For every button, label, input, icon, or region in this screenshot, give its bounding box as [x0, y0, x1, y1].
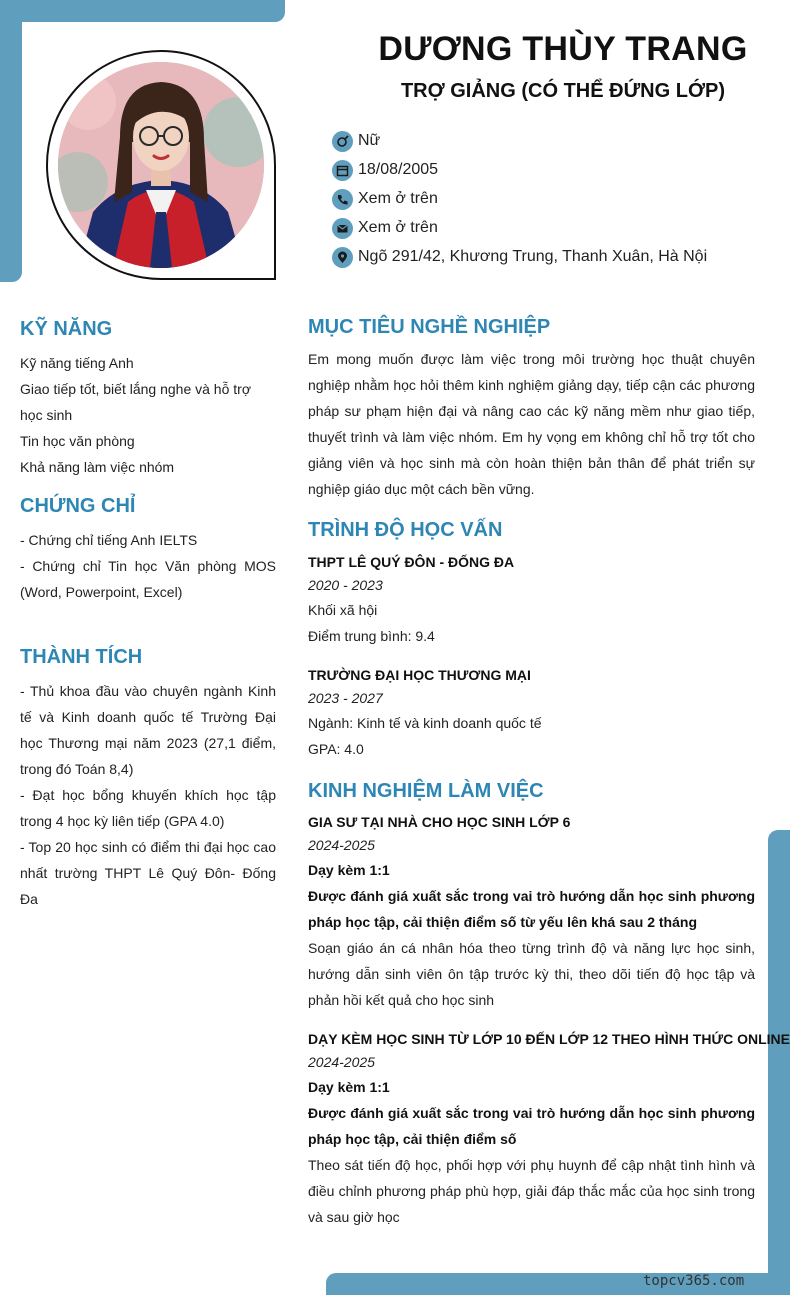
education-detail: Điểm trung bình: 9.4	[308, 628, 435, 644]
experience-type: Dạy kèm 1:1	[308, 862, 390, 878]
profile-photo	[58, 62, 264, 268]
achievement-item: - Đạt học bổng khuyến khích học tập trong 4 học kỳ liên tiếp (GPA 4.0)	[20, 787, 276, 829]
skill-item: Khả năng làm việc nhóm	[20, 459, 175, 475]
education-school: TRƯỜNG ĐẠI HỌC THƯƠNG MẠI	[308, 667, 531, 683]
objective-text: Em mong muốn được làm việc trong môi trường học thuật chuyên nghiệp nhằm học hỏi thêm kinh nghiệm giảng dạy, tiếp cận các phương pháp sư phạm hiện đại và nâng cao các kỹ năng mềm như giao tiếp, thuyết trình và làm việc nhóm. Em hy vọng em không chỉ hỗ trợ tốt cho giảng viên và học sinh mà còn hoàn thiện bản thân để phát triển sự nghiệp giáo dục một cách bền vững.	[308, 351, 755, 497]
experience-period: 2024-2025	[308, 1054, 375, 1070]
experience-role: DẠY KÈM HỌC SINH TỪ LỚP 10 ĐẾN LỚP 12 THEO HÌNH THỨC ONLINE	[308, 1031, 790, 1047]
calendar-icon	[332, 160, 353, 181]
experience-description: Soạn giáo án cá nhân hóa theo từng trình độ và năng lực học sinh, hướng dẫn sinh viên ôn tập trước kỳ thi, theo dõi tiến độ học tập và phản hồi kết quả cho học sinh	[308, 940, 755, 1008]
skills-list	[20, 350, 276, 480]
education-period: 2020 - 2023	[308, 577, 383, 593]
left-accent-bar	[0, 0, 22, 282]
experience-highlight: Được đánh giá xuất sắc trong vai trò hướng dẫn học sinh phương pháp học tập, cải thiện điểm số từ yếu lên khá sau 2 tháng	[308, 888, 755, 930]
education-heading: TRÌNH ĐỘ HỌC VẤN	[308, 519, 503, 541]
experience-type: Dạy kèm 1:1	[308, 1079, 390, 1095]
achievements-heading: THÀNH TÍCH	[20, 646, 143, 668]
achievement-item: - Thủ khoa đầu vào chuyên ngành Kinh tế và Kinh doanh quốc tế Trường Đại học Thương mại năm 2023 (27,1 điểm, trong đó Toán 8,4)	[20, 683, 276, 777]
info-row-birthday	[332, 159, 438, 181]
phone-icon	[332, 189, 353, 210]
experience-heading: KINH NGHIỆM LÀM VIỆC	[308, 780, 544, 802]
achievements-list	[20, 678, 276, 912]
address-text: Ngõ 291/42, Khương Trung, Thanh Xuân, Hà Nội	[358, 248, 708, 265]
experience-period: 2024-2025	[308, 837, 375, 853]
skill-item: Kỹ năng tiếng Anh	[20, 355, 134, 371]
certificates-heading: CHỨNG CHỈ	[20, 495, 136, 517]
phone-text: Xem ở trên	[358, 190, 438, 207]
info-row-email	[332, 217, 438, 239]
certificates-list	[20, 527, 276, 605]
email-icon	[332, 218, 353, 239]
candidate-name: DƯƠNG THÙY TRANG	[378, 30, 748, 68]
education-detail: Khối xã hội	[308, 602, 378, 618]
watermark: topcv365.com	[643, 1273, 745, 1289]
right-accent-bar	[768, 830, 790, 1295]
birthday-text: 18/08/2005	[358, 161, 439, 178]
gender-text: Nữ	[358, 132, 381, 149]
location-icon	[332, 247, 353, 268]
experience-highlight: Được đánh giá xuất sắc trong vai trò hướng dẫn học sinh phương pháp học tập, cải thiện điểm số	[308, 1105, 755, 1147]
education-period: 2023 - 2027	[308, 690, 383, 706]
top-accent-bar	[0, 0, 285, 22]
objective-heading: MỤC TIÊU NGHỀ NGHIỆP	[308, 316, 551, 338]
email-text: Xem ở trên	[358, 219, 438, 236]
skill-item: Giao tiếp tốt, biết lắng nghe và hỗ trợ học sinh	[20, 381, 251, 423]
skill-item: Tin học văn phòng	[20, 433, 135, 449]
education-detail: GPA: 4.0	[308, 741, 364, 757]
education-school: THPT LÊ QUÝ ĐÔN - ĐỐNG ĐA	[308, 554, 515, 570]
certificate-item: - Chứng chỉ Tin học Văn phòng MOS (Word, Powerpoint, Excel)	[20, 558, 276, 600]
photo-frame	[46, 50, 276, 280]
info-row-address	[332, 246, 707, 268]
gender-icon	[332, 131, 353, 152]
certificate-item: - Chứng chỉ tiếng Anh IELTS	[20, 532, 198, 548]
skills-heading: KỸ NĂNG	[20, 318, 113, 340]
job-title: TRỢ GIẢNG (CÓ THỂ ĐỨNG LỚP)	[400, 80, 726, 102]
info-row-gender	[332, 130, 380, 152]
info-row-phone	[332, 188, 438, 210]
experience-description: Theo sát tiến độ học, phối hợp với phụ huynh để cập nhật tình hình và điều chỉnh phương pháp phù hợp, giải đáp thắc mắc của học sinh trong và sau giờ học	[308, 1157, 755, 1225]
education-detail: Ngành: Kinh tế và kinh doanh quốc tế	[308, 715, 542, 731]
achievement-item: - Top 20 học sinh có điểm thi đại học cao nhất trường THPT Lê Quý Đôn- Đống Đa	[20, 839, 276, 907]
profile-photo-illustration	[58, 62, 264, 268]
experience-role: GIA SƯ TẠI NHÀ CHO HỌC SINH LỚP 6	[308, 814, 571, 830]
